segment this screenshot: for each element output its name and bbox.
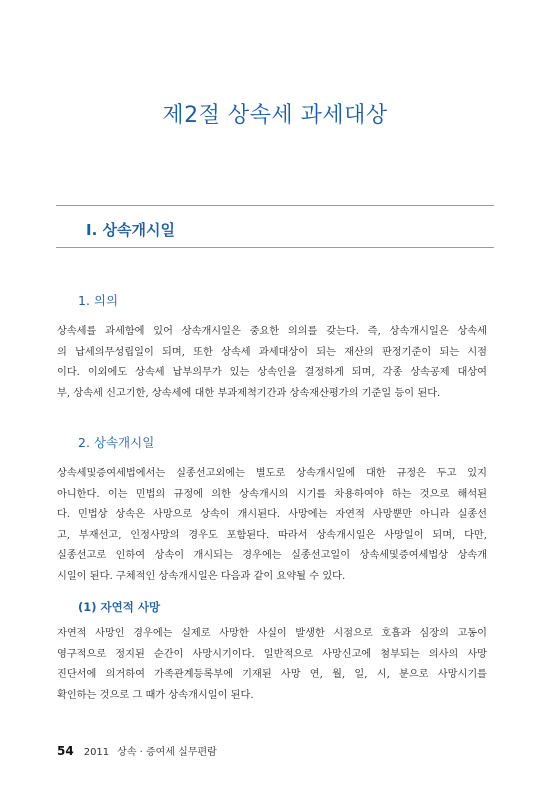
paragraph-line: 영구적으로 정지된 순간이 사망시기이다. 일반적으로 사망신고에 첨부되는 의사의 사망 [57,648,487,660]
paragraph-line: 아니한다. 이는 민법의 규정에 의한 상속개시의 시기를 차용하여야 하는 것으로 해석된 [57,488,487,500]
chapter-title: 제2절 상속세 과세대상 [162,103,388,128]
paragraph-line: 상속세를 과세함에 있어 상속개시일은 중요한 의의를 갖는다. 즉, 상속개시일은 상속세 [57,326,487,337]
page-footer [57,743,217,758]
paragraph-line: 부, 상속세 신고기한, 상속세에 대한 부과제척기간과 상속재산평가의 기준일 등이 된다. [57,387,441,399]
paragraph-natural-death [57,624,487,706]
paragraph-line: 확인하는 것으로 그 때가 상속개시일이 된다. [57,689,254,701]
subsection-heading-natural-death: (1) 자연적 사망 [78,600,161,614]
paragraph-line: 자연적 사망인 경우에는 실제로 사망한 사실이 발생한 시점으로 호흡과 심장의 고동이 [57,628,487,639]
footer-book-title: 상속 · 증여세 실무편람 [117,747,217,758]
page-number: 54 [57,744,74,758]
paragraph-meaning [57,322,487,404]
subsection-heading-start-date: 2. 상속개시일 [78,435,155,450]
paragraph-line: 다. 민법상 상속은 사망으로 상속이 개시된다. 사망에는 자연적 사망뿐만 아니라 실종선 [57,509,487,520]
paragraph-line: 의 납세의무성립일이 되며, 또한 상속세 과세대상이 되는 재산의 판정기준이 되는 시점 [57,346,487,358]
paragraph-line: 실종선고로 인하여 상속이 개시되는 경우에는 실종선고일이 상속세및증여세법상 상속개 [57,550,487,561]
paragraph-line: 상속세및증여세법에서는 실종선고외에는 별도로 상속개시일에 대한 규정은 두고 있지 [57,468,487,479]
paragraph-line: 이다. 이외에도 상속세 납부의무가 있는 상속인을 결정하게 되며, 각종 상속공제 대상여 [57,367,487,378]
subsection-heading-meaning: 1. 의의 [78,293,119,308]
footer-year: 2011 [83,747,110,758]
section-rule-bottom [56,247,494,248]
paragraph-line: 고, 부재선고, 인정사망의 경우도 포함된다. 따라서 상속개시일은 사망일이 되며, 다만, [57,529,487,541]
paragraph-start-date [57,464,487,587]
section-rule-top [56,205,494,206]
paragraph-line: 진단서에 의거하여 가족관계등록부에 기재된 사망 연, 월, 일, 시, 분으로 사망시기를 [57,669,487,680]
section-heading: Ⅰ. 상속개시일 [86,221,175,239]
paragraph-line: 시일이 된다. 구체적인 상속개시일은 다음과 같이 요약될 수 있다. [57,570,346,582]
